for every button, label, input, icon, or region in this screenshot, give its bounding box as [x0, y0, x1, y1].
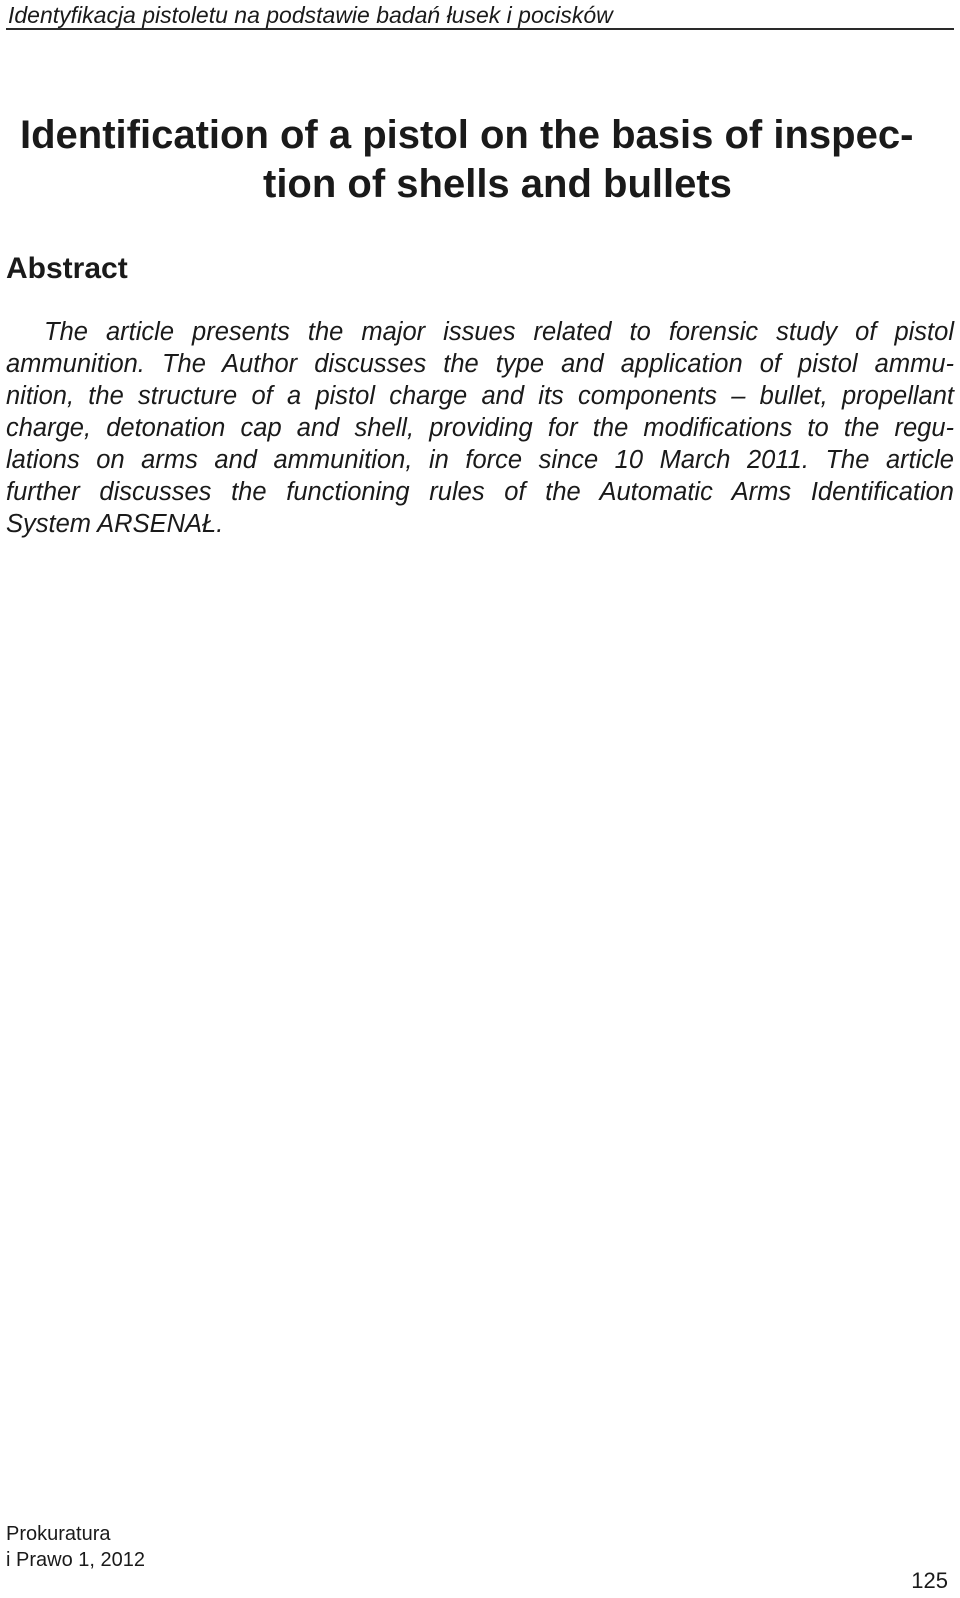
page-number: 125	[911, 1568, 948, 1593]
journal-name	[6, 1521, 145, 1573]
abstract-line: lations on arms and ammunition, in force since 10 March 2011. The article	[6, 446, 954, 474]
abstract-line: further discusses the functioning rules of the Automatic Arms Identification	[6, 478, 954, 506]
abstract-line: The article presents the major issues related to forensic study of pistol	[44, 318, 954, 346]
running-header	[6, 0, 954, 30]
running-header-text: Identyfikacja pistoletu na podstawie badań łusek i pocisków	[8, 2, 613, 28]
abstract-body	[6, 316, 954, 540]
abstract-line: System ARSENAŁ.	[6, 510, 224, 538]
abstract-line: ammunition. The Author discusses the type and application of pistol ammu-	[6, 350, 954, 378]
article-title-line-2: tion of shells and bullets	[263, 162, 732, 206]
article-title-line-1: Identification of a pistol on the basis of inspec-	[20, 113, 914, 157]
journal-name-line-2: i Prawo 1, 2012	[6, 1549, 145, 1571]
abstract-heading: Abstract	[6, 252, 128, 285]
abstract-line: charge, detonation cap and shell, providing for the modifications to the regu-	[6, 414, 954, 442]
article-title	[20, 111, 913, 209]
abstract-line: nition, the structure of a pistol charge and its components – bullet, propellant	[6, 382, 954, 410]
journal-name-line-1: Prokuratura	[6, 1523, 111, 1545]
